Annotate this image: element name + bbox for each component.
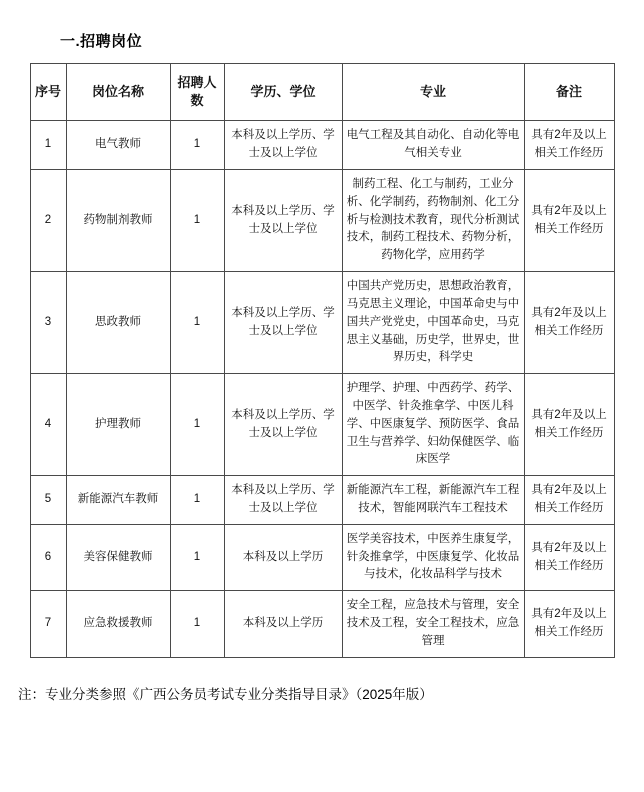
cell-no: 1 [30,121,66,170]
header-num: 招聘人数 [170,64,224,121]
header-major: 专业 [342,64,524,121]
cell-no: 7 [30,591,66,657]
cell-no: 2 [30,170,66,272]
cell-education: 本科及以上学历、学士及以上学位 [224,121,342,170]
header-note: 备注 [524,64,614,121]
cell-no: 4 [30,374,66,476]
cell-note: 具有2年及以上相关工作经历 [524,476,614,525]
cell-note: 具有2年及以上相关工作经历 [524,170,614,272]
cell-no: 5 [30,476,66,525]
cell-post: 应急救援教师 [66,591,170,657]
cell-post: 药物制剂教师 [66,170,170,272]
cell-num: 1 [170,121,224,170]
footnote: 注：专业分类参照《广西公务员考试专业分类指导目录》（2025年版） [18,686,433,702]
cell-post: 美容保健教师 [66,524,170,590]
cell-num: 1 [170,374,224,476]
cell-major: 新能源汽车工程，新能源汽车工程技术，智能网联汽车工程技术 [342,476,524,525]
cell-num: 1 [170,170,224,272]
cell-major: 中国共产党历史，思想政治教育，马克思主义理论，中国革命史与中国共产党党史，中国革命史，马克思主义基础，历史学，世界史，世界历史，科学史 [342,272,524,374]
cell-major: 护理学、护理、中西药学、药学、中医学、针灸推拿学、中医儿科学、中医康复学、预防医学、食品卫生与营养学、妇幼保健医学、临床医学 [342,374,524,476]
cell-note: 具有2年及以上相关工作经历 [524,272,614,374]
cell-education: 本科及以上学历 [224,591,342,657]
cell-no: 3 [30,272,66,374]
cell-note: 具有2年及以上相关工作经历 [524,374,614,476]
table-row [30,121,614,170]
header-education: 学历、学位 [224,64,342,121]
cell-num: 1 [170,591,224,657]
cell-education: 本科及以上学历 [224,524,342,590]
document-page [0,30,644,792]
cell-education: 本科及以上学历、学士及以上学位 [224,374,342,476]
cell-education: 本科及以上学历、学士及以上学位 [224,170,342,272]
page-title: 一.招聘岗位 [60,33,143,50]
cell-note: 具有2年及以上相关工作经历 [524,524,614,590]
table-row [30,170,614,272]
table-row [30,591,614,657]
cell-post: 护理教师 [66,374,170,476]
header-post: 岗位名称 [66,64,170,121]
header-no: 序号 [30,64,66,121]
cell-num: 1 [170,524,224,590]
recruitment-table [30,63,615,658]
cell-major: 安全工程，应急技术与管理，安全技术及工程，安全工程技术，应急管理 [342,591,524,657]
cell-education: 本科及以上学历、学士及以上学位 [224,476,342,525]
cell-major: 医学美容技术，中医养生康复学，针灸推拿学，中医康复学、化妆品与技术，化妆品科学与技术 [342,524,524,590]
cell-note: 具有2年及以上相关工作经历 [524,591,614,657]
cell-no: 6 [30,524,66,590]
cell-note: 具有2年及以上相关工作经历 [524,121,614,170]
table-header-row [30,64,614,121]
table-row [30,272,614,374]
cell-major: 电气工程及其自动化、自动化等电气相关专业 [342,121,524,170]
cell-num: 1 [170,272,224,374]
table-row [30,374,614,476]
table-row [30,476,614,525]
cell-num: 1 [170,476,224,525]
cell-post: 电气教师 [66,121,170,170]
cell-post: 新能源汽车教师 [66,476,170,525]
table-row [30,524,614,590]
cell-major: 制药工程、化工与制药，工业分析、化学制药，药物制剂、化工分析与检测技术教育，现代分析测试技术，制药工程技术、药物分析，药物化学，应用药学 [342,170,524,272]
cell-education: 本科及以上学历、学士及以上学位 [224,272,342,374]
cell-post: 思政教师 [66,272,170,374]
